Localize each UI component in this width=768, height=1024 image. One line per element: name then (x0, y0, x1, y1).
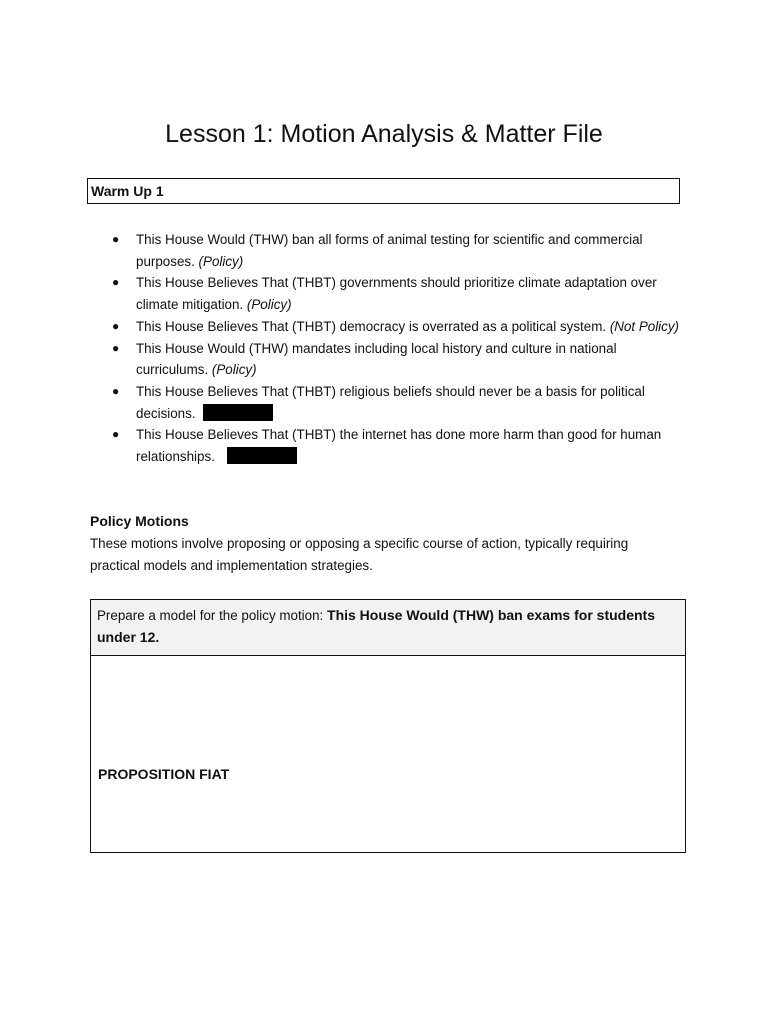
motion-text: This House Would (THW) mandates including local history and culture in national curriculums. (136, 340, 617, 378)
redaction-block (227, 447, 297, 464)
bullet-icon: ● (112, 318, 120, 333)
model-prompt: Prepare a model for the policy motion: (97, 608, 324, 623)
page-title: Lesson 1: Motion Analysis & Matter File (165, 120, 603, 148)
warmup-label: Warm Up 1 (91, 183, 164, 199)
bullet-icon: ● (112, 383, 120, 398)
model-table-body[interactable] (91, 656, 685, 851)
motion-text: This House Would (THW) ban all forms of animal testing for scientific and commercial purposes. (136, 232, 643, 269)
list-item (112, 338, 682, 381)
motion-tag: (Policy) (246, 297, 292, 313)
bullet-icon: ● (112, 275, 120, 290)
policy-motions-description: These motions involve proposing or opposing a specific course of action, typically requiring practical models and implementation strategies. (90, 536, 629, 573)
motion-text: This House Believes That (THBT) religious beliefs should never be a basis for political decisions. (136, 383, 645, 421)
model-motion: This House Would (THW) ban exams for students under 12. (97, 607, 655, 645)
list-item (112, 272, 682, 315)
list-item (112, 424, 682, 467)
motion-text: This House Believes That (THBT) the internet has done more harm than good for human relationships. (136, 427, 662, 465)
model-table (90, 599, 686, 853)
list-item (112, 316, 682, 338)
motion-tag: (Policy) (198, 253, 244, 269)
proposition-fiat-label: PROPOSITION FIAT (98, 766, 230, 782)
bullet-icon: ● (112, 340, 120, 355)
motion-tag: (Not Policy) (609, 318, 680, 334)
motion-tag: (Policy) (211, 362, 257, 378)
bullet-icon: ● (112, 427, 120, 442)
list-item (112, 381, 682, 424)
motion-text: This House Believes That (THBT) governments should prioritize climate adaptation over climate mitigation. (136, 275, 657, 313)
model-table-header (91, 600, 685, 656)
motion-list (112, 229, 682, 468)
redaction-block (203, 404, 273, 421)
bullet-icon: ● (112, 232, 120, 246)
policy-motions-heading: Policy Motions (90, 513, 189, 529)
warmup-heading-box (87, 178, 680, 204)
motion-text: This House Believes That (THBT) democracy is overrated as a political system. (136, 318, 607, 334)
list-item (112, 229, 682, 272)
